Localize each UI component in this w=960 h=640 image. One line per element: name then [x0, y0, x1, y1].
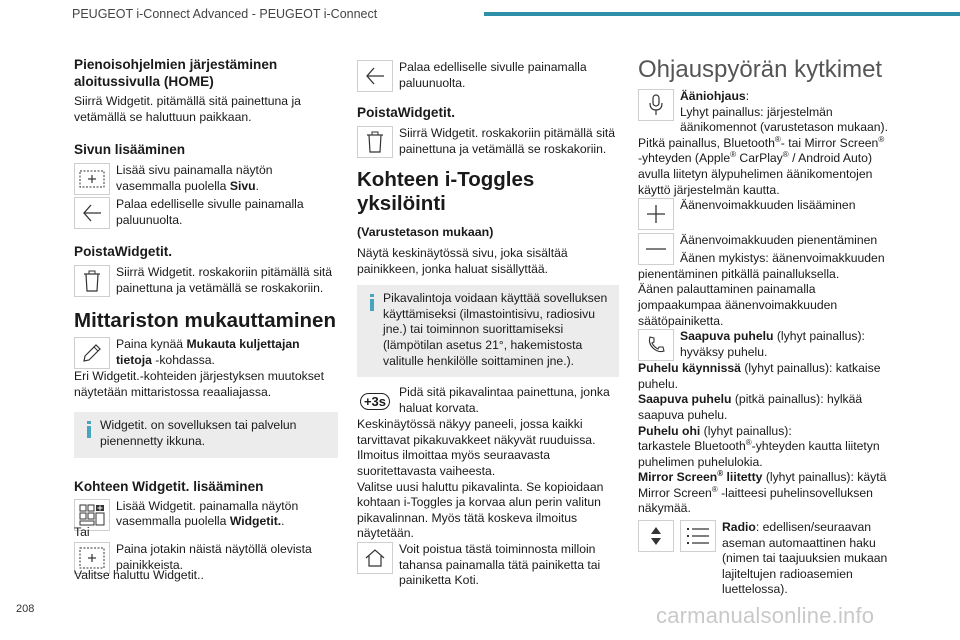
- trash-icon: [357, 126, 393, 158]
- list-icon: [680, 520, 716, 552]
- section-title-delete-widget: PoistaWidgetit.: [357, 105, 456, 120]
- paragraph: Äänen mykistys: äänenvoimakkuuden pienentäminen pitkällä painalluksella.: [638, 251, 885, 281]
- header-accent-bar: [484, 12, 960, 16]
- instruction-add-page: Lisää sivu painamalla näytön vasemmalla puolella Sivu.: [74, 163, 338, 195]
- paragraph: Puhelu ohi (lyhyt painallus): tarkastele Bluetooth®-yhteyden kautta liitetyn puhelimen puhelulokia.: [638, 423, 880, 469]
- trash-icon: [74, 265, 110, 297]
- section-title-cluster-customize: Mittariston mukauttaminen: [74, 309, 336, 333]
- section-title-add-widget: Kohteen Widgetit. lisääminen: [74, 478, 264, 494]
- pen-icon: [74, 337, 110, 369]
- phone-icon: [638, 329, 674, 361]
- instruction-pen: Paina kynää Mukauta kuljettajan tietoja -kohdassa.: [74, 337, 338, 369]
- back-arrow-icon: [357, 60, 393, 92]
- section-subtitle: (Varustetason mukaan): [357, 225, 494, 239]
- instruction-delete: Siirrä Widgetit. roskakoriin pitämällä sitä painettuna ja vetämällä se roskakoriin.: [357, 126, 619, 158]
- instruction-add-widget: Lisää Widgetit. painamalla näytön vasemmalla puolella Widgetit..: [74, 499, 338, 531]
- instruction-volume-down: Äänenvoimakkuuden pienentäminen: [638, 233, 888, 265]
- instruction-volume-up: Äänenvoimakkuuden lisääminen: [638, 198, 888, 230]
- paragraph: Valitse uusi haluttu pikavalinta. Se kopioidaan kohtaan i-Toggles ja korvaa alun perin valitun pikavalinnan. Myös tätä koskeva ilmoitus näytetään.: [357, 479, 604, 541]
- paragraph-or: Tai: [74, 524, 90, 539]
- paragraph: Eri Widgetit.-kohteiden järjestyksen muutokset näytetään mittaristossa reaaliajassa.: [74, 369, 324, 399]
- paragraph: Siirrä Widgetit. pitämällä sitä painettuna ja vetämällä se haluttuun paikkaan.: [74, 94, 301, 124]
- instruction-back: Palaa edelliselle sivulle painamalla paluunuolta.: [74, 197, 338, 229]
- instruction-press-button: Paina jotakin näistä näytöllä olevista painikkeista.: [74, 542, 338, 574]
- page-number: 208: [16, 603, 35, 615]
- instruction-voice: Ääniohjaus: Lyhyt painallus: järjestelmän äänikomennot (varustetason mukaan).: [638, 89, 888, 136]
- column-middle: [357, 60, 619, 589]
- section-title-itoggles: Kohteen i-Toggles yksilöinti: [357, 168, 535, 215]
- instruction-back: Palaa edelliselle sivulle painamalla paluunuolta.: [357, 60, 619, 92]
- column-right: [638, 56, 888, 598]
- minus-icon: [638, 233, 674, 265]
- instruction-home: Voit poistua tästä toiminnosta milloin tahansa painamalla tätä painiketta tai painiketta Koti.: [357, 542, 619, 589]
- info-note: Widgetit. on sovelluksen tai palvelun pienennetty ikkuna.: [74, 412, 338, 457]
- paragraph: Mirror Screen® liitetty (lyhyt painallus): käytä Mirror Screen® -laitteesi puhelinsovelluksen näkymää.: [638, 469, 887, 516]
- paragraph: Näytä keskinäytössä sivu, joka sisältää painikkeen, jonka haluat sisällyttää.: [357, 246, 568, 276]
- paragraph: Pitkä painallus, Bluetooth®- tai Mirror Screen® -yhteyden (Apple® CarPlay® / Android Auto) avulla liitetyn älypuhelimen äänikomentojen käyttö järjestelmän kautta.: [638, 134, 885, 197]
- paragraph: Äänen palauttaminen painamalla jompaakumpaa äänenvoimakkuuden säätöpainiketta.: [638, 282, 838, 328]
- plus-icon: [638, 198, 674, 230]
- paragraph: Valitse haluttu Widgetit..: [74, 568, 204, 583]
- column-left: [74, 52, 338, 584]
- up-down-arrows-icon: [638, 520, 674, 552]
- paragraph: Keskinäytössä näkyy paneeli, jossa kaikki tarvittavat pikakuvakkeet näkyvät ruuduissa. Ilmoitus ilmoittaa myös seuraavasta suoritettavasta vaiheesta.: [357, 417, 596, 478]
- instruction-hold: +3s Pidä sitä pikavalintaa painettuna, jonka haluat korvata.: [357, 385, 619, 417]
- paragraph: Puhelu käynnissä (lyhyt painallus): katkaise puhelu.: [638, 361, 881, 391]
- back-arrow-icon: [74, 197, 110, 229]
- home-icon: [357, 542, 393, 574]
- section-title-steering-controls: Ohjauspyörän kytkimet: [638, 56, 883, 83]
- info-icon: [82, 418, 96, 449]
- section-title-home-widgets: Pienoisohjelmien järjestäminen aloitussivulla (HOME): [74, 57, 278, 89]
- instruction-call: Saapuva puhelu (lyhyt painallus): hyväksy puhelu.: [638, 329, 888, 361]
- running-header: PEUGEOT i-Connect Advanced - PEUGEOT i-Connect: [72, 7, 378, 21]
- section-title-add-page: Sivun lisääminen: [74, 142, 186, 158]
- instruction-radio: Radio: edellisen/seuraavan aseman automaattinen haku (nimen tai taajuuksien mukaan lajiteltujen radioasemien luettelossa).: [638, 520, 888, 598]
- add-page-icon: [74, 163, 110, 195]
- microphone-icon: [638, 89, 674, 121]
- instruction-delete: Siirrä Widgetit. roskakoriin pitämällä sitä painettuna ja vetämällä se roskakoriin.: [74, 265, 338, 297]
- watermark-text: carmanualsonline.info: [656, 603, 875, 628]
- hold-3s-icon: +3s: [357, 385, 393, 417]
- paragraph: Saapuva puhelu (pitkä painallus): hylkää saapuva puhelu.: [638, 392, 863, 422]
- section-title-delete-widget: PoistaWidgetit.: [74, 244, 173, 260]
- info-icon: [365, 291, 379, 369]
- info-note: Pikavalintoja voidaan käyttää sovelluksen käyttämiseksi (ilmastointisivu, radiosivu jne.) tai toiminnon suorittamiseksi (lämpötilan asetus 21°, hakemistosta valitulle henkilölle soittaminen jne.).: [357, 285, 619, 377]
